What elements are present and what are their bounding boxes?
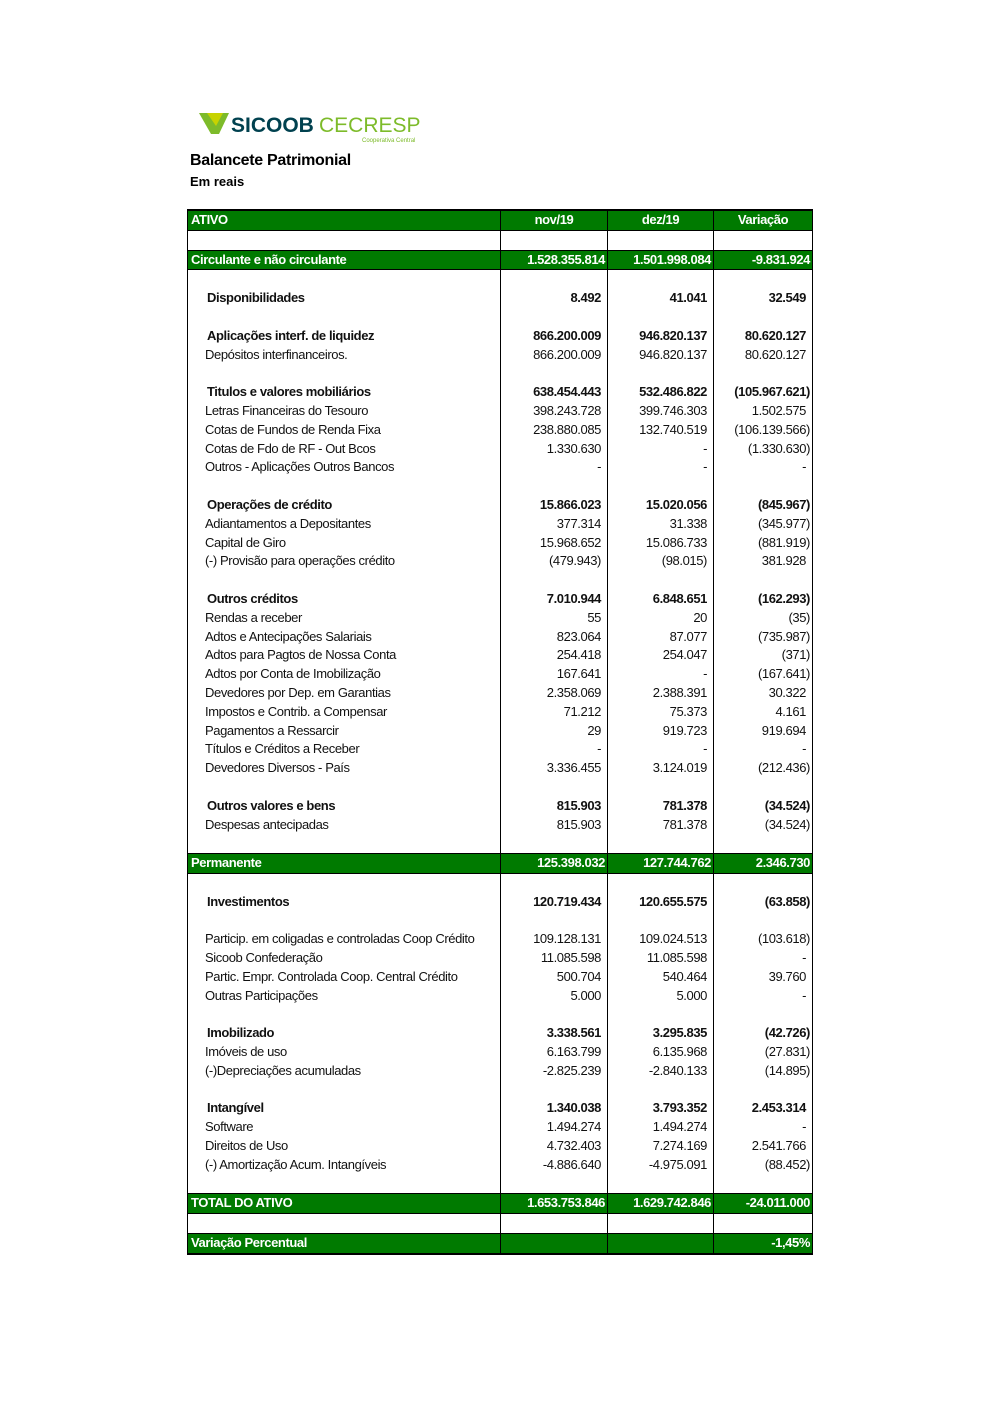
value-dez19: 946.820.137 [608, 346, 714, 365]
value-variacao [714, 874, 812, 893]
value-dez19: 132.740.519 [608, 421, 714, 440]
value-variacao: - [802, 459, 806, 475]
value-nov19: -2.825.239 [501, 1062, 608, 1081]
value-variacao [714, 477, 812, 496]
table-row [188, 968, 812, 987]
spacer-row [188, 1175, 812, 1194]
value-dez19 [608, 308, 714, 327]
value-nov19: 15.968.652 [501, 534, 608, 553]
value-dez19: 15.086.733 [608, 534, 714, 553]
table-row [188, 684, 812, 703]
value-dez19: 20 [608, 609, 714, 628]
value-dez19: 1.629.742.846 [608, 1194, 714, 1213]
value-variacao: -24.011.000 [745, 1195, 810, 1211]
value-dez19: 6.848.651 [608, 590, 714, 609]
value-nov19 [501, 571, 608, 590]
value-dez19: - [608, 458, 714, 477]
row-label: Cotas de Fundos de Renda Fixa [188, 421, 501, 440]
value-variacao: (42.726) [764, 1025, 810, 1041]
value-variacao: (1.330.630) [747, 440, 810, 456]
row-label [188, 571, 501, 590]
row-label [188, 1175, 501, 1194]
value-variacao: (162.293) [757, 590, 810, 606]
value-nov19: 1.494.274 [501, 1118, 608, 1137]
value-dez19 [608, 1214, 714, 1233]
value-variacao: (103.618) [757, 931, 810, 947]
row-label: Letras Financeiras do Tesouro [188, 402, 501, 421]
value-dez19 [608, 477, 714, 496]
value-variacao: (34.524) [764, 797, 810, 813]
table-row [188, 1024, 812, 1043]
value-nov19 [501, 1081, 608, 1100]
value-dez19: - [608, 440, 714, 459]
table-row [188, 949, 812, 968]
value-variacao: (14.895) [764, 1062, 810, 1078]
value-nov19: 1.528.355.814 [501, 251, 608, 270]
value-nov19: nov/19 [501, 211, 608, 230]
value-dez19: - [608, 665, 714, 684]
table-row [188, 628, 812, 647]
value-dez19 [608, 911, 714, 930]
value-variacao [714, 231, 812, 250]
value-nov19: (479.943) [501, 552, 608, 571]
section-row [188, 1193, 812, 1214]
value-dez19 [608, 874, 714, 893]
table-row [188, 722, 812, 741]
value-dez19: 540.464 [608, 968, 714, 987]
table-row [188, 646, 812, 665]
page-title: Balancete Patrimonial [190, 152, 351, 169]
row-label: Aplicações interf. de liquidez [188, 327, 501, 346]
value-nov19 [501, 308, 608, 327]
value-nov19: 1.653.753.846 [501, 1194, 608, 1213]
value-dez19: dez/19 [608, 211, 714, 230]
row-label: Disponibilidades [188, 289, 501, 308]
value-dez19: 31.338 [608, 515, 714, 534]
value-nov19 [501, 364, 608, 383]
value-variacao [714, 270, 812, 289]
value-dez19 [608, 834, 714, 853]
value-nov19: -4.886.640 [501, 1156, 608, 1175]
value-variacao: 4.161 [775, 703, 806, 719]
value-dez19: 41.041 [608, 289, 714, 308]
spacer-row [188, 477, 812, 496]
svg-text:SICOOB: SICOOB [231, 114, 314, 137]
value-nov19 [501, 270, 608, 289]
value-variacao: (167.641) [757, 666, 810, 682]
spacer-row [188, 231, 812, 250]
value-variacao: (735.987) [757, 628, 810, 644]
value-variacao: (88.452) [764, 1156, 810, 1172]
value-nov19: 8.492 [501, 289, 608, 308]
svg-text:Cooperativa Central: Cooperativa Central [362, 138, 416, 144]
value-nov19: 815.903 [501, 816, 608, 835]
value-dez19 [608, 571, 714, 590]
row-label [188, 911, 501, 930]
value-nov19: 638.454.443 [501, 383, 608, 402]
spacer-row [188, 270, 812, 289]
table-row [188, 1062, 812, 1081]
value-dez19: 781.378 [608, 816, 714, 835]
row-label [188, 364, 501, 383]
row-label: Despesas antecipadas [188, 816, 501, 835]
row-label: Títulos e Créditos a Receber [188, 740, 501, 759]
value-nov19 [501, 1234, 608, 1253]
value-nov19: 815.903 [501, 797, 608, 816]
table-row [188, 496, 812, 515]
row-label: Depósitos interfinanceiros. [188, 346, 501, 365]
value-nov19 [501, 778, 608, 797]
spacer-row [188, 1081, 812, 1100]
section-row [188, 250, 812, 271]
value-dez19: 7.274.169 [608, 1137, 714, 1156]
value-nov19: 3.338.561 [501, 1024, 608, 1043]
row-label: Titulos e valores mobiliários [188, 383, 501, 402]
table-row [188, 930, 812, 949]
value-dez19 [608, 270, 714, 289]
row-label [188, 1081, 501, 1100]
table-row [188, 515, 812, 534]
row-label: Capital de Giro [188, 534, 501, 553]
sicoob-cecresp-logo [199, 110, 439, 146]
section-row [188, 210, 812, 231]
value-variacao: (105.967.621) [734, 384, 810, 400]
row-label: Investimentos [188, 893, 501, 912]
value-dez19: - [608, 740, 714, 759]
table-row [188, 816, 812, 835]
value-nov19 [501, 874, 608, 893]
value-variacao [714, 834, 812, 853]
row-label: (-) Amortização Acum. Intangíveis [188, 1156, 501, 1175]
spacer-row [188, 911, 812, 930]
value-dez19: 3.295.835 [608, 1024, 714, 1043]
value-variacao: - [802, 741, 806, 757]
value-variacao: (34.524) [764, 816, 810, 832]
value-variacao [714, 1214, 812, 1233]
value-dez19 [608, 231, 714, 250]
value-variacao: 2.453.314 [751, 1100, 806, 1116]
value-dez19 [608, 1234, 714, 1253]
value-nov19: 1.340.038 [501, 1099, 608, 1118]
row-label: Variação Percentual [188, 1234, 501, 1253]
value-variacao: 30.322 [768, 684, 806, 700]
value-dez19: 3.793.352 [608, 1099, 714, 1118]
value-dez19: 1.494.274 [608, 1118, 714, 1137]
value-variacao: (35) [788, 609, 810, 625]
spacer-row [188, 364, 812, 383]
value-nov19 [501, 834, 608, 853]
table-row [188, 440, 812, 459]
row-label: Intangível [188, 1099, 501, 1118]
row-label [188, 874, 501, 893]
value-dez19 [608, 1175, 714, 1194]
row-label: (-)Depreciações acumuladas [188, 1062, 501, 1081]
table-row [188, 1043, 812, 1062]
value-dez19: 6.135.968 [608, 1043, 714, 1062]
row-label: Impostos e Contrib. a Compensar [188, 703, 501, 722]
row-label: Circulante e não circulante [188, 251, 501, 270]
value-nov19: 377.314 [501, 515, 608, 534]
row-label [188, 231, 501, 250]
value-variacao [714, 1081, 812, 1100]
row-label: Imóveis de uso [188, 1043, 501, 1062]
row-label: Adtos e Antecipações Salariais [188, 628, 501, 647]
spacer-row [188, 308, 812, 327]
value-nov19: 125.398.032 [501, 854, 608, 873]
value-nov19: 6.163.799 [501, 1043, 608, 1062]
value-dez19 [608, 778, 714, 797]
value-nov19: 1.330.630 [501, 440, 608, 459]
value-dez19: 109.024.513 [608, 930, 714, 949]
page-subtitle: Em reais [190, 174, 245, 189]
table-row [188, 402, 812, 421]
value-dez19: 946.820.137 [608, 327, 714, 346]
value-nov19: 3.336.455 [501, 759, 608, 778]
table-row [188, 797, 812, 816]
value-variacao: 381.928 [761, 553, 806, 569]
row-label [188, 1005, 501, 1024]
value-variacao: (63.858) [764, 893, 810, 909]
table-row [188, 346, 812, 365]
spacer-row [188, 874, 812, 893]
value-nov19: 120.719.434 [501, 893, 608, 912]
value-variacao [714, 778, 812, 797]
row-label: Sicoob Confederação [188, 949, 501, 968]
table-row [188, 383, 812, 402]
table-row [188, 703, 812, 722]
row-label: Adiantamentos a Depositantes [188, 515, 501, 534]
value-variacao: 2.346.730 [755, 855, 810, 871]
value-dez19 [608, 1081, 714, 1100]
table-row [188, 665, 812, 684]
value-nov19 [501, 911, 608, 930]
spacer-row [188, 571, 812, 590]
row-label [188, 834, 501, 853]
value-dez19: 399.746.303 [608, 402, 714, 421]
value-variacao: -1,45% [771, 1235, 810, 1251]
value-variacao: (27.831) [764, 1044, 810, 1060]
value-nov19: 866.200.009 [501, 327, 608, 346]
value-variacao: 32.549 [768, 290, 806, 306]
balance-table [187, 209, 813, 1255]
value-variacao: 39.760 [768, 968, 806, 984]
row-label: Software [188, 1118, 501, 1137]
row-label [188, 270, 501, 289]
table-row [188, 421, 812, 440]
table-row [188, 609, 812, 628]
table-row [188, 590, 812, 609]
table-row [188, 552, 812, 571]
value-nov19 [501, 1214, 608, 1233]
value-dez19 [608, 364, 714, 383]
value-dez19: 5.000 [608, 987, 714, 1006]
table-row [188, 759, 812, 778]
row-label [188, 778, 501, 797]
value-nov19: 167.641 [501, 665, 608, 684]
row-label [188, 308, 501, 327]
row-label: Rendas a receber [188, 609, 501, 628]
value-dez19: 120.655.575 [608, 893, 714, 912]
value-nov19 [501, 477, 608, 496]
row-label: Imobilizado [188, 1024, 501, 1043]
spacer-row [188, 778, 812, 797]
section-row [188, 853, 812, 874]
row-label [188, 1214, 501, 1233]
value-dez19: 3.124.019 [608, 759, 714, 778]
value-nov19 [501, 1175, 608, 1194]
value-dez19: -4.975.091 [608, 1156, 714, 1175]
value-variacao [714, 571, 812, 590]
value-dez19: 532.486.822 [608, 383, 714, 402]
value-variacao [714, 364, 812, 383]
table-row [188, 458, 812, 477]
value-nov19: 238.880.085 [501, 421, 608, 440]
table-row [188, 327, 812, 346]
row-label [188, 477, 501, 496]
value-nov19: 15.866.023 [501, 496, 608, 515]
row-label: Particip. em coligadas e controladas Coop Crédito [188, 930, 501, 949]
value-variacao [714, 911, 812, 930]
row-label: Permanente [188, 854, 501, 873]
value-dez19: 1.501.998.084 [608, 251, 714, 270]
value-dez19: 87.077 [608, 628, 714, 647]
value-dez19: 75.373 [608, 703, 714, 722]
value-nov19: 71.212 [501, 703, 608, 722]
table-row [188, 1118, 812, 1137]
value-variacao: (881.919) [757, 534, 810, 550]
value-variacao: -9.831.924 [751, 251, 810, 267]
spacer-row [188, 834, 812, 853]
row-label: ATIVO [188, 211, 501, 230]
section-row [188, 1233, 812, 1254]
value-dez19: 2.388.391 [608, 684, 714, 703]
value-dez19: 127.744.762 [608, 854, 714, 873]
row-label: Partic. Empr. Controlada Coop. Central Crédito [188, 968, 501, 987]
table-row [188, 893, 812, 912]
value-nov19: - [501, 458, 608, 477]
row-label: Devedores por Dep. em Garantias [188, 684, 501, 703]
value-dez19: 254.047 [608, 646, 714, 665]
row-label: Outras Participações [188, 987, 501, 1006]
value-variacao: Variação [737, 212, 789, 227]
value-variacao: (345.977) [757, 515, 810, 531]
value-variacao [714, 1005, 812, 1024]
value-dez19 [608, 1005, 714, 1024]
table-row [188, 1156, 812, 1175]
value-dez19: 919.723 [608, 722, 714, 741]
row-label: Operações de crédito [188, 496, 501, 515]
row-label: (-) Provisão para operações crédito [188, 552, 501, 571]
svg-text:CECRESP: CECRESP [319, 114, 421, 137]
value-nov19: 823.064 [501, 628, 608, 647]
value-nov19: 5.000 [501, 987, 608, 1006]
value-nov19: 55 [501, 609, 608, 628]
value-dez19: 15.020.056 [608, 496, 714, 515]
value-nov19 [501, 1005, 608, 1024]
value-variacao: 1.502.575 [751, 402, 806, 418]
value-variacao: (106.139.566) [734, 421, 810, 437]
value-nov19: 398.243.728 [501, 402, 608, 421]
value-nov19: 500.704 [501, 968, 608, 987]
value-variacao: 919.694 [761, 722, 806, 738]
spacer-row [188, 1005, 812, 1024]
table-row [188, 289, 812, 308]
value-variacao: (371) [781, 647, 810, 663]
value-variacao: - [802, 950, 806, 966]
row-label: TOTAL DO ATIVO [188, 1194, 501, 1213]
value-variacao: (845.967) [757, 496, 810, 512]
table-row [188, 1099, 812, 1118]
row-label: Outros créditos [188, 590, 501, 609]
value-variacao [714, 308, 812, 327]
value-variacao: - [802, 987, 806, 1003]
spacer-row [188, 1214, 812, 1233]
value-variacao: 2.541.766 [751, 1138, 806, 1154]
row-label: Devedores Diversos - País [188, 759, 501, 778]
value-variacao: - [802, 1119, 806, 1135]
row-label: Cotas de Fdo de RF - Out Bcos [188, 440, 501, 459]
value-nov19: - [501, 740, 608, 759]
value-nov19: 29 [501, 722, 608, 741]
value-nov19 [501, 231, 608, 250]
table-row [188, 987, 812, 1006]
row-label: Direitos de Uso [188, 1137, 501, 1156]
value-nov19: 4.732.403 [501, 1137, 608, 1156]
value-dez19: -2.840.133 [608, 1062, 714, 1081]
value-nov19: 254.418 [501, 646, 608, 665]
value-variacao: (212.436) [757, 760, 810, 776]
row-label: Outros valores e bens [188, 797, 501, 816]
row-label: Adtos para Pagtos de Nossa Conta [188, 646, 501, 665]
row-label: Adtos por Conta de Imobilização [188, 665, 501, 684]
value-nov19: 11.085.598 [501, 949, 608, 968]
table-row [188, 740, 812, 759]
table-row [188, 1137, 812, 1156]
row-label: Outros - Aplicações Outros Bancos [188, 458, 501, 477]
value-nov19: 7.010.944 [501, 590, 608, 609]
value-variacao: 80.620.127 [744, 346, 806, 362]
value-nov19: 109.128.131 [501, 930, 608, 949]
value-variacao [714, 1175, 812, 1194]
table-row [188, 534, 812, 553]
row-label: Pagamentos a Ressarcir [188, 722, 501, 741]
value-nov19: 2.358.069 [501, 684, 608, 703]
value-dez19: (98.015) [608, 552, 714, 571]
value-variacao: 80.620.127 [744, 327, 806, 343]
value-dez19: 781.378 [608, 797, 714, 816]
value-dez19: 11.085.598 [608, 949, 714, 968]
value-nov19: 866.200.009 [501, 346, 608, 365]
